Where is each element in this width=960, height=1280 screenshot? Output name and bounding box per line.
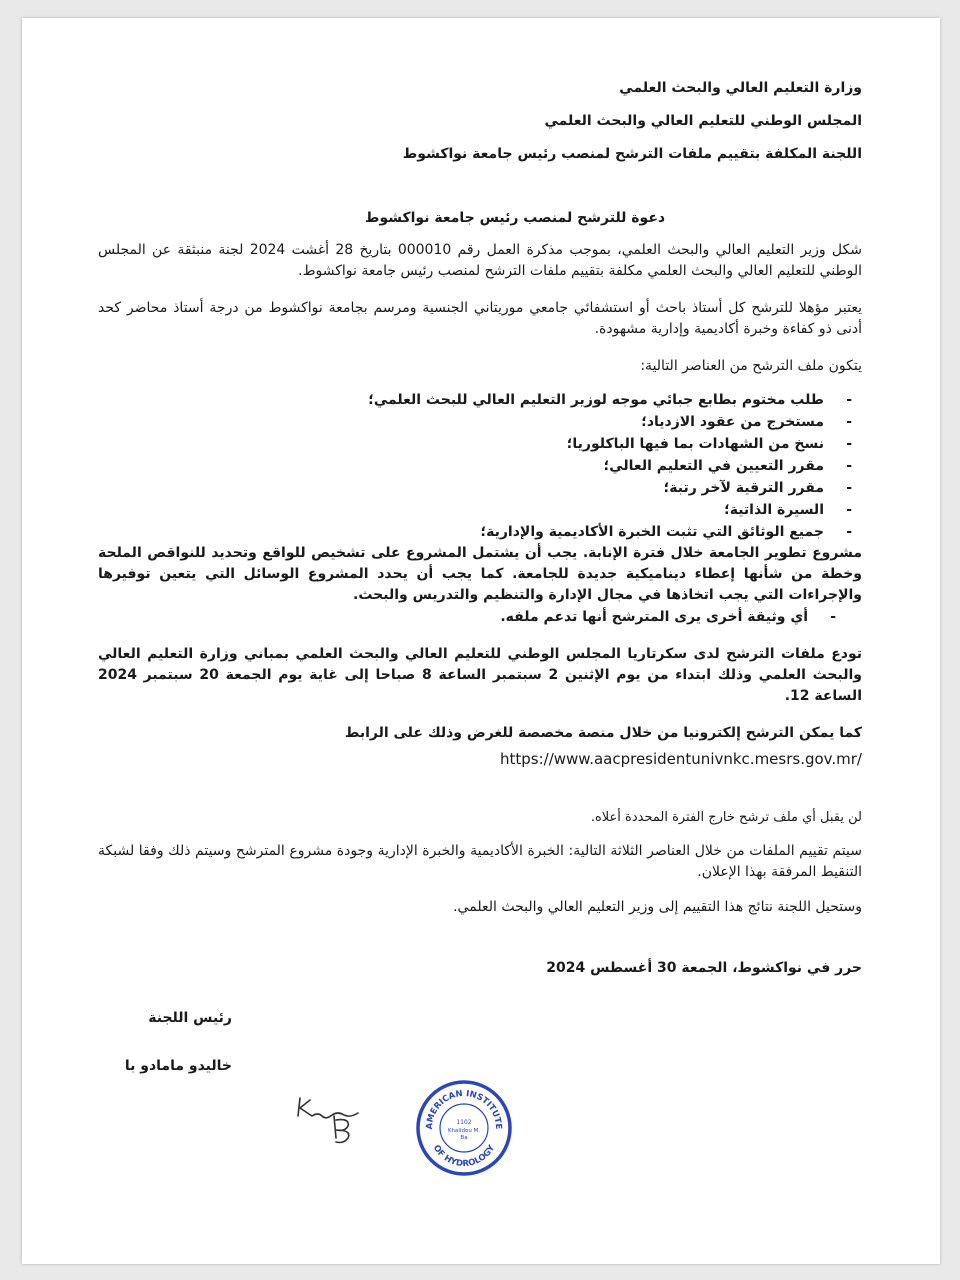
deposit-paragraph: تودع ملفات الترشح لدى سكرتاريا المجلس الوطني للتعليم العالي والبحث العلمي بمباني وزارة التعليم العالي والبحث العلمي وذلك ابتداء من يوم الإثنين 2 سبتمبر الساعة 8 صباحا إلى غاية يوم الجمعة 20 سبتمبر 2024 الساعة 12. [98,646,862,704]
requirements-list [98,389,862,543]
signatory-name: خاليدو مامادو با [124,1058,232,1074]
list-item: - نسخ من الشهادات بما فيها الباكلوريا؛ [98,433,836,455]
signatory-block [112,1008,232,1076]
list-item: - مقرر التعيين في التعليم العالي؛ [98,455,836,477]
letter-body [98,78,862,978]
document-title: دعوة للترشح لمنصب رئيس جامعة نواكشوط [364,210,666,226]
stamp-number: 1102 [456,1119,472,1126]
stamp-top-text: AMERICAN INSTITUTE [424,1088,504,1130]
file-elements-intro: يتكون ملف الترشح من العناصر التالية: [640,358,862,374]
other-document-item: - أي وثيقة أخرى يرى المترشح أنها تدعم ملفه. [98,606,862,628]
online-application-text: كما يمكن الترشح إلكترونيا من خلال منصة مخصصة للغرض وذلك على الرابط [344,725,862,741]
document-page [22,18,940,1264]
evaluation-paragraph: سيتم تقييم الملفات من خلال العناصر الثلاثة التالية: الخبرة الأكاديمية والخبرة الإدارية وجودة مشروع المترشح وسيتم ذلك وفقا لشبكة التنقيط المرفقة بهذا الإعلان. [98,843,862,880]
referral-paragraph: وستحيل اللجنة نتائج هذا التقييم إلى وزير التعليم العالي والبحث العلمي. [453,899,862,915]
list-item: - مستخرج من عقود الازدياد؛ [98,411,836,433]
list-item: - السيرة الذاتية؛ [98,499,836,521]
list-item: - مقرر الترقية لآخر رتبة؛ [98,477,836,499]
stamp-name-line1: Khalidou M. [447,1128,481,1134]
place-and-date: حرر في نواكشوط، الجمعة 30 أغسطس 2024 [546,960,862,976]
project-paragraph: مشروع تطوير الجامعة خلال فترة الإنابة. يجب أن يشتمل المشروع على تشخيص للواقع وتحديد للنواقص الملحة وخطة من شأنها إعطاء ديناميكية جديدة للجامعة. كما يجب أن يحدد المشروع الوسائل التي يتعين توفيرها والإجراءات التي يجب اتخاذها في مجال الإدارة والتنظيم والتدريس والبحث. [98,545,862,603]
official-stamp [414,1078,514,1178]
ministry-header: وزارة التعليم العالي والبحث العلمي [619,80,862,96]
list-item: - جميع الوثائق التي تثبت الخبرة الأكاديمية والإدارية؛ [98,521,836,543]
stamp-bottom-text: OF HYDROLOGY [430,1143,498,1170]
list-item: - طلب مختوم بطابع جبائي موجه لوزير التعليم العالي للبحث العلمي؛ [98,389,836,411]
stamp-name-line2: Ba [460,1135,468,1141]
deadline-notice: لن يقبل أي ملف ترشح خارج الفترة المحددة أعلاه. [590,810,862,825]
application-url-link[interactable]: https://www.aacpresidentunivnkc.mesrs.gov.mr/ [500,750,862,768]
committee-header: اللجنة المكلفة بتقييم ملفات الترشح لمنصب رئيس جامعة نواكشوط [402,146,862,162]
handwritten-signature [290,1086,370,1156]
intro-paragraph: شكل وزير التعليم العالي والبحث العلمي، بموجب مذكرة العمل رقم 000010 بتاريخ 28 أغشت 2024 لجنة منبثقة عن المجلس الوطني للتعليم العالي والبحث العلمي مكلفة بتقييم ملفات الترشح لمنصب رئيس جامعة نواكشوط. [98,242,862,279]
council-header: المجلس الوطني للتعليم العالي والبحث العلمي [544,113,862,129]
eligibility-paragraph: يعتبر مؤهلا للترشح كل أستاذ باحث أو استشفائي جامعي موريتاني الجنسية ومرسم بجامعة نواكشوط من درجة أستاذ محاضر كحد أدنى ذو كفاءة وخبرة أكاديمية وإدارية مشهودة. [98,300,862,337]
signatory-title: رئيس اللجنة [148,1010,232,1026]
